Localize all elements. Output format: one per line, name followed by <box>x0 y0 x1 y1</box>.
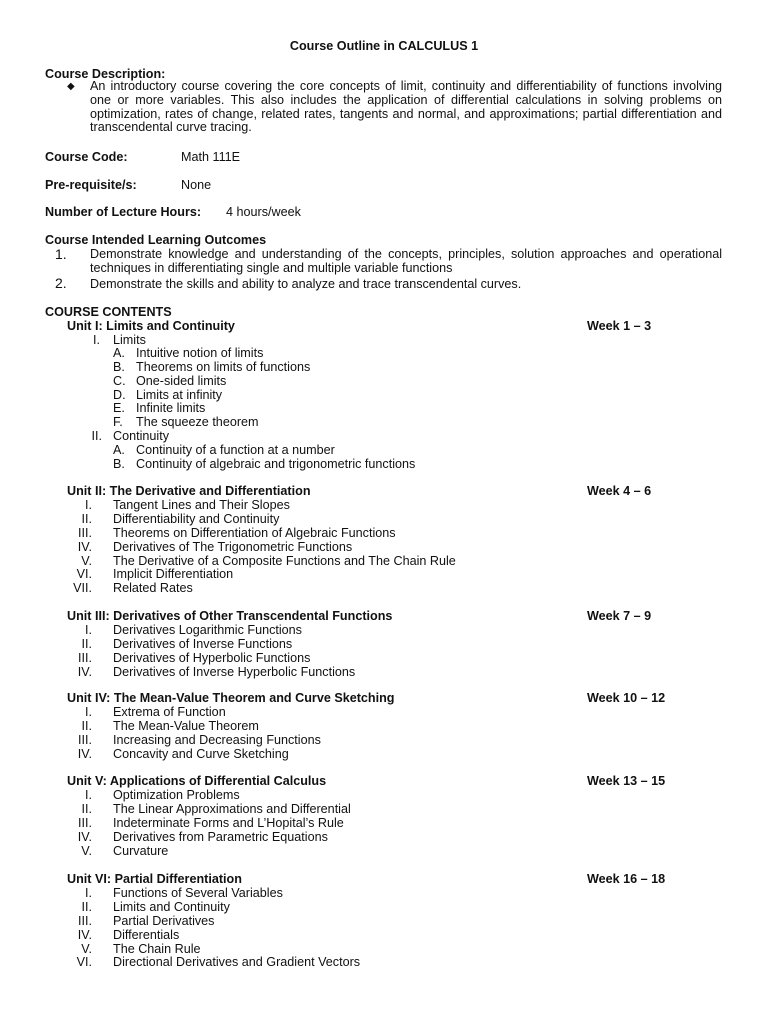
subtopic-text: Theorems on limits of functions <box>136 360 311 374</box>
topic-number: III. <box>78 914 92 928</box>
topic-number: V. <box>81 942 92 956</box>
topic-number: IV. <box>77 830 92 844</box>
unit-weeks: Week 1 – 3 <box>587 319 652 333</box>
course-description-heading: Course Description: <box>45 67 166 81</box>
topic-text: Derivatives Logarithmic Functions <box>113 623 302 637</box>
section-title: Continuity <box>113 429 170 443</box>
prerequisite-value: None <box>181 178 212 192</box>
topic-number: VI. <box>76 567 92 581</box>
subtopic-letter: D. <box>113 388 126 402</box>
topic-number: II. <box>81 900 92 914</box>
topic-text: The Linear Approximations and Differential <box>113 802 351 816</box>
topic-text: Implicit Differentiation <box>113 567 234 581</box>
lecture-hours-value: 4 hours/week <box>226 205 301 219</box>
topic-text: Derivatives of The Trigonometric Functions <box>113 540 353 554</box>
subtopic-letter: F. <box>113 415 123 429</box>
document-title: Course Outline in CALCULUS 1 <box>289 39 479 53</box>
subtopic-letter: E. <box>113 401 125 415</box>
topic-text: The Chain Rule <box>113 942 201 956</box>
topic-number: VII. <box>73 581 92 595</box>
topic-text: Derivatives of Inverse Hyperbolic Functions <box>113 665 356 679</box>
topic-number: III. <box>78 651 92 665</box>
section-title: Limits <box>113 333 146 347</box>
topic-number: II. <box>81 719 92 733</box>
topic-text: Optimization Problems <box>113 788 240 802</box>
course-code-label: Course Code: <box>45 150 128 164</box>
topic-text: Increasing and Decreasing Functions <box>113 733 321 747</box>
topic-text: Indeterminate Forms and L’Hopital’s Rule <box>113 816 344 830</box>
topic-text: Extrema of Function <box>113 705 226 719</box>
topic-number: IV. <box>77 747 92 761</box>
topic-text: Differentiability and Continuity <box>113 512 280 526</box>
subtopic-text: Intuitive notion of limits <box>136 346 264 360</box>
subtopic-text: The squeeze theorem <box>136 415 259 429</box>
topic-number: IV. <box>77 665 92 679</box>
topic-number: I. <box>85 788 92 802</box>
unit-weeks: Week 10 – 12 <box>587 691 666 705</box>
topic-number: V. <box>81 554 92 568</box>
outcome-number: 2. <box>55 275 67 291</box>
unit-weeks: Week 16 – 18 <box>587 872 666 886</box>
subtopic-text: Continuity of algebraic and trigonometric functions <box>136 457 416 471</box>
prerequisite-label: Pre-requisite/s: <box>45 178 137 192</box>
unit-title: Unit II: The Derivative and Differentiation <box>67 484 311 498</box>
unit-title: Unit VI: Partial Differentiation <box>67 872 242 886</box>
outcome-text: Demonstrate the skills and ability to analyze and trace transcendental curves. <box>90 277 522 291</box>
topic-text: The Derivative of a Composite Functions and The Chain Rule <box>113 554 456 568</box>
topic-number: III. <box>78 526 92 540</box>
topic-text: Derivatives from Parametric Equations <box>113 830 328 844</box>
subtopic-letter: B. <box>113 360 125 374</box>
topic-number: I. <box>85 498 92 512</box>
subtopic-text: Infinite limits <box>136 401 206 415</box>
topic-number: II. <box>81 637 92 651</box>
course-contents-heading: COURSE CONTENTS <box>45 305 172 319</box>
topic-number: III. <box>78 816 92 830</box>
topic-number: VI. <box>76 955 92 969</box>
topic-text: The Mean-Value Theorem <box>113 719 259 733</box>
unit-title: Unit V: Applications of Differential Calculus <box>67 774 327 788</box>
subtopic-letter: A. <box>113 346 125 360</box>
lecture-hours-label: Number of Lecture Hours: <box>45 205 202 219</box>
topic-number: III. <box>78 733 92 747</box>
unit-weeks: Week 4 – 6 <box>587 484 652 498</box>
unit-weeks: Week 7 – 9 <box>587 609 652 623</box>
unit-title: Unit IV: The Mean-Value Theorem and Curve Sketching <box>67 691 395 705</box>
course-code-value: Math 111E <box>181 150 241 164</box>
outcomes-heading: Course Intended Learning Outcomes <box>45 233 267 247</box>
topic-text: Tangent Lines and Their Slopes <box>113 498 290 512</box>
topic-text: Derivatives of Inverse Functions <box>113 637 293 651</box>
section-number: II. <box>91 429 102 443</box>
subtopic-text: One-sided limits <box>136 374 227 388</box>
course-description-text: An introductory course covering the core concepts of limit, continuity and differentiability of functions involving one or more variables. This also includes the application of differential calculations in solving problems on optimization, rates of change, related rates, tangents and normal, and approximations; partial differentiation and transcendental curve tracing. <box>90 79 722 135</box>
topic-number: I. <box>85 886 92 900</box>
topic-number: II. <box>81 802 92 816</box>
topic-text: Derivatives of Hyperbolic Functions <box>113 651 311 665</box>
topic-number: V. <box>81 844 92 858</box>
topic-number: IV. <box>77 540 92 554</box>
topic-text: Differentials <box>113 928 180 942</box>
topic-text: Concavity and Curve Sketching <box>113 747 289 761</box>
subtopic-text: Limits at infinity <box>136 388 223 402</box>
subtopic-letter: C. <box>113 374 126 388</box>
topic-text: Related Rates <box>113 581 193 595</box>
topic-number: IV. <box>77 928 92 942</box>
unit-weeks: Week 13 – 15 <box>587 774 666 788</box>
outcome-number: 1. <box>55 246 67 262</box>
topic-text: Curvature <box>113 844 169 858</box>
subtopic-letter: B. <box>113 457 125 471</box>
topic-text: Functions of Several Variables <box>113 886 283 900</box>
unit-title: Unit I: Limits and Continuity <box>67 319 235 333</box>
topic-text: Theorems on Differentiation of Algebraic Functions <box>113 526 396 540</box>
topic-number: II. <box>81 512 92 526</box>
unit-title: Unit III: Derivatives of Other Transcendental Functions <box>67 609 393 623</box>
topic-text: Limits and Continuity <box>113 900 230 914</box>
subtopic-text: Continuity of a function at a number <box>136 443 335 457</box>
topic-text: Partial Derivatives <box>113 914 215 928</box>
section-number: I. <box>93 333 100 347</box>
topic-text: Directional Derivatives and Gradient Vectors <box>113 955 361 969</box>
topic-number: I. <box>85 705 92 719</box>
topic-number: I. <box>85 623 92 637</box>
subtopic-letter: A. <box>113 443 125 457</box>
diamond-bullet-icon: ◆ <box>67 81 75 92</box>
outcome-text: Demonstrate knowledge and understanding of the concepts, principles, solution approaches and operational techniques in differentiating single and multiple variable functions <box>90 247 722 275</box>
